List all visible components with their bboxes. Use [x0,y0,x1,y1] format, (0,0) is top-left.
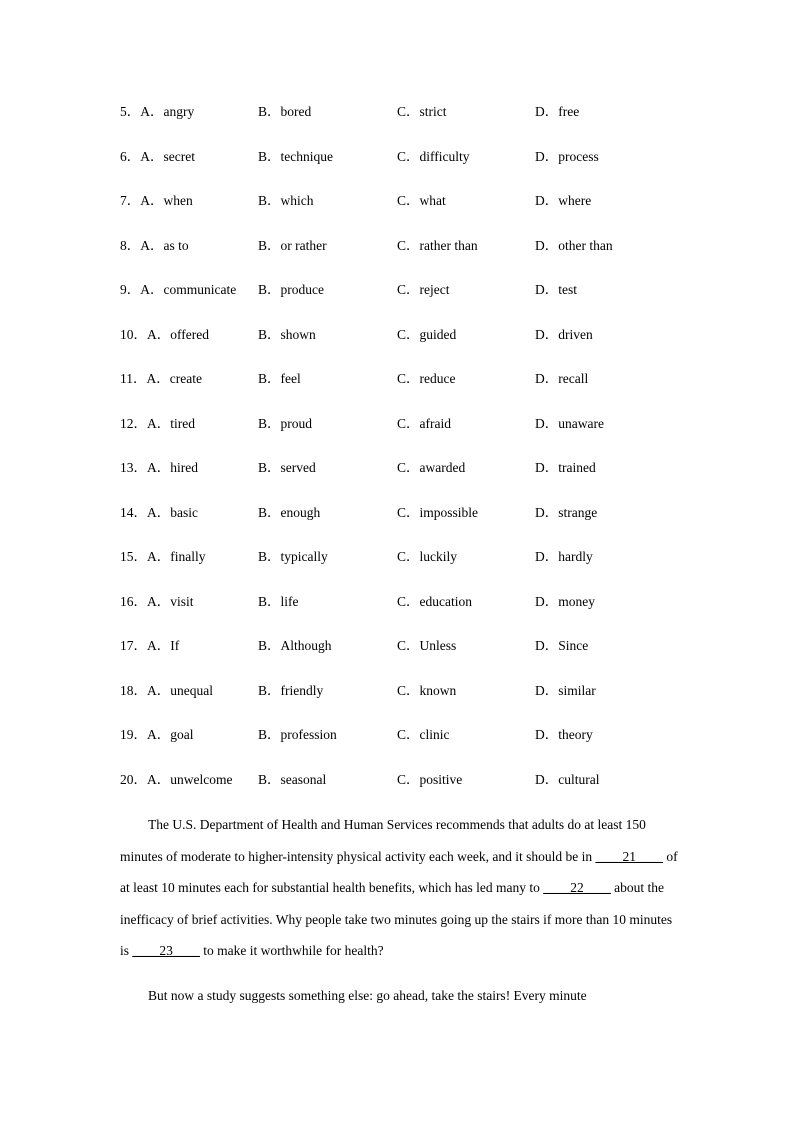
option-b[interactable]: B．profession [258,727,337,742]
question-number: 12．A． [120,415,171,431]
option-a-text: goal [170,727,194,742]
blank-21[interactable]: ____21____ [595,848,663,864]
option-d[interactable]: D．unaware [535,415,604,431]
option-a-text: unequal [170,682,213,698]
passage-text: about the inefficacy of brief activities. Why people take two minutes going up the stairs if more than 10 minutes is [120,880,673,958]
passage-paragraph-2: But now a study suggests something else: go ahead, take the stairs! Every minute [148,988,587,1003]
option-c[interactable]: C．strict [397,104,447,119]
option-a-text: angry [163,104,195,119]
option-a-text: hired [170,460,198,475]
option-a-text: create [169,371,202,386]
option-a[interactable] [120,770,232,790]
option-b[interactable]: B．bored [258,104,312,119]
option-b[interactable]: B．produce [258,282,324,297]
option-b[interactable]: B．proud [258,415,312,431]
option-a[interactable] [120,414,195,434]
option-a-text: finally [170,549,206,564]
option-a-text: communicate [163,282,237,297]
option-a[interactable] [120,369,202,389]
option-c[interactable]: C．reduce [397,371,456,386]
question-number: 9．A． [120,282,164,297]
option-a-text: offered [170,326,209,342]
question-number: 8．A． [120,237,164,253]
passage-text: to make it worthwhile for health? [199,943,384,958]
option-b[interactable]: B．shown [258,326,316,342]
option-d[interactable]: D．where [535,193,592,208]
option-a[interactable] [120,681,213,701]
option-d[interactable]: D．strange [535,504,598,520]
option-a-text: basic [170,504,198,520]
option-a[interactable] [120,592,194,612]
option-c[interactable]: C．reject [397,282,450,297]
option-a[interactable] [120,236,189,256]
question-number: 5．A． [120,104,164,119]
option-c[interactable]: C．Unless [397,638,457,653]
option-b[interactable]: B．feel [258,371,301,386]
option-c[interactable]: C．awarded [397,460,466,475]
option-c[interactable]: C．known [397,682,457,698]
option-a-text: secret [163,148,195,164]
option-a-text: If [170,638,180,653]
option-c[interactable]: C．impossible [397,504,479,520]
option-a-text: unwelcome [170,771,233,787]
option-a-text: visit [170,593,194,609]
option-a-text: tired [170,415,195,431]
option-a[interactable] [120,725,194,745]
option-b[interactable]: B．which [258,193,314,208]
option-b[interactable]: B．Although [258,638,332,653]
question-number: 17．A． [120,638,171,653]
question-number: 19．A． [120,727,171,742]
option-b[interactable]: B．life [258,593,299,609]
option-d[interactable]: D．other than [535,237,613,253]
question-number: 11．A． [120,371,170,386]
option-a[interactable] [120,102,194,122]
option-a[interactable] [120,280,236,300]
option-b[interactable]: B．seasonal [258,771,327,787]
question-number: 14．A． [120,504,171,520]
option-b[interactable]: B．technique [258,148,333,164]
question-number: 10．A． [120,326,171,342]
passage-paragraph-1 [120,809,680,967]
option-b[interactable]: B．or rather [258,237,327,253]
option-a[interactable] [120,458,198,478]
option-c[interactable]: C．education [397,593,472,609]
option-a[interactable] [120,191,193,211]
passage-text: The U.S. Department of Health and Human Services recommends that adults do at least 150 minutes of moderate to higher-intensity physical activity each week, and it should be in [120,817,646,864]
option-b[interactable]: B．friendly [258,682,324,698]
option-d[interactable]: D．trained [535,460,596,475]
option-d[interactable]: D．money [535,593,595,609]
option-d[interactable]: D．process [535,148,599,164]
question-number: 20．A． [120,771,171,787]
question-number: 15．A． [120,549,171,564]
question-number: 6．A． [120,148,164,164]
option-d[interactable]: D．driven [535,326,593,342]
question-number: 16．A． [120,593,171,609]
option-c[interactable]: C．clinic [397,727,450,742]
option-c[interactable]: C．difficulty [397,148,470,164]
option-b[interactable]: B．served [258,460,316,475]
option-a[interactable] [120,636,179,656]
option-a[interactable] [120,503,198,523]
option-c[interactable]: C．guided [397,326,457,342]
question-number: 7．A． [120,193,164,208]
option-d[interactable]: D．Since [535,638,589,653]
option-a-text: when [163,193,193,208]
option-c[interactable]: C．afraid [397,415,451,431]
option-d[interactable]: D．recall [535,371,589,386]
option-d[interactable]: D．test [535,282,577,297]
blank-23[interactable]: ____23____ [132,943,200,958]
blank-22[interactable]: ____22____ [543,880,611,895]
option-b[interactable]: B．enough [258,504,321,520]
passage-text: of at least 10 minutes each for substantial health benefits, which has led many to [120,848,678,895]
option-c[interactable]: C．positive [397,771,463,787]
option-c[interactable]: C．rather than [397,237,478,253]
option-a[interactable] [120,325,209,345]
option-c[interactable]: C．what [397,193,446,208]
option-d[interactable]: D．cultural [535,771,600,787]
option-d[interactable]: D．hardly [535,549,593,564]
question-number: 18．A． [120,682,171,698]
option-d[interactable]: D．theory [535,727,593,742]
option-a[interactable] [120,147,195,167]
option-a-text: as to [163,237,189,253]
option-a[interactable] [120,547,206,567]
option-d[interactable]: D．similar [535,682,596,698]
option-b[interactable]: B．typically [258,549,328,564]
option-c[interactable]: C．luckily [397,549,457,564]
question-number: 13．A． [120,460,171,475]
option-d[interactable]: D．free [535,104,580,119]
